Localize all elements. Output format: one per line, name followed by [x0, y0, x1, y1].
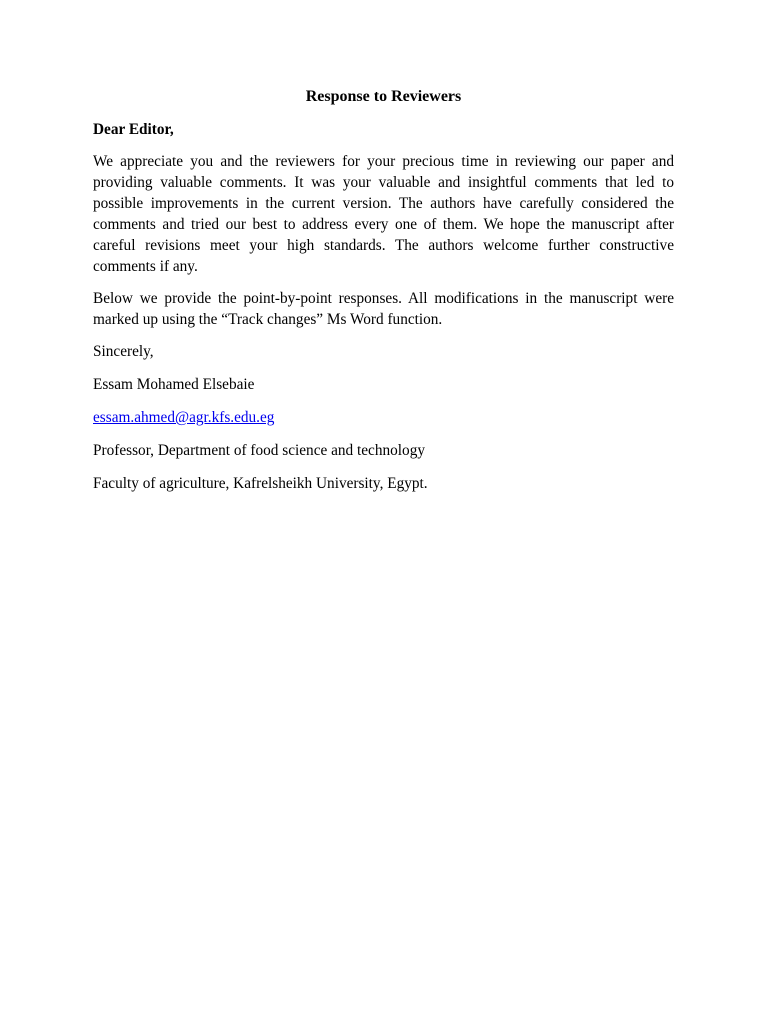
signature-position: Professor, Department of food science and technology — [93, 442, 425, 459]
body-paragraph-1: We appreciate you and the reviewers for your precious time in reviewing our paper and providing valuable comments. It was your valuable and insightful comments that led to possible improvements in the current version. The authors have carefully considered the comments and tried our best to address every one of them. We hope the manuscript after careful revisions meet your high standards. The authors welcome further constructive comments if any. — [93, 153, 674, 275]
signature-email-line — [93, 407, 674, 428]
signature-name: Essam Mohamed Elsebaie — [93, 376, 255, 393]
body-paragraph-2: Below we provide the point-by-point responses. All modifications in the manuscript were marked up using the “Track changes” Ms Word function. — [93, 290, 674, 328]
document-page — [93, 86, 674, 506]
salutation: Dear Editor, — [93, 121, 174, 138]
closing: Sincerely, — [93, 343, 154, 360]
document-title: Response to Reviewers — [305, 88, 462, 105]
email-link[interactable]: essam.ahmed@agr.kfs.edu.eg — [93, 409, 275, 426]
signature-affiliation: Faculty of agriculture, Kafrelsheikh University, Egypt. — [93, 475, 428, 492]
